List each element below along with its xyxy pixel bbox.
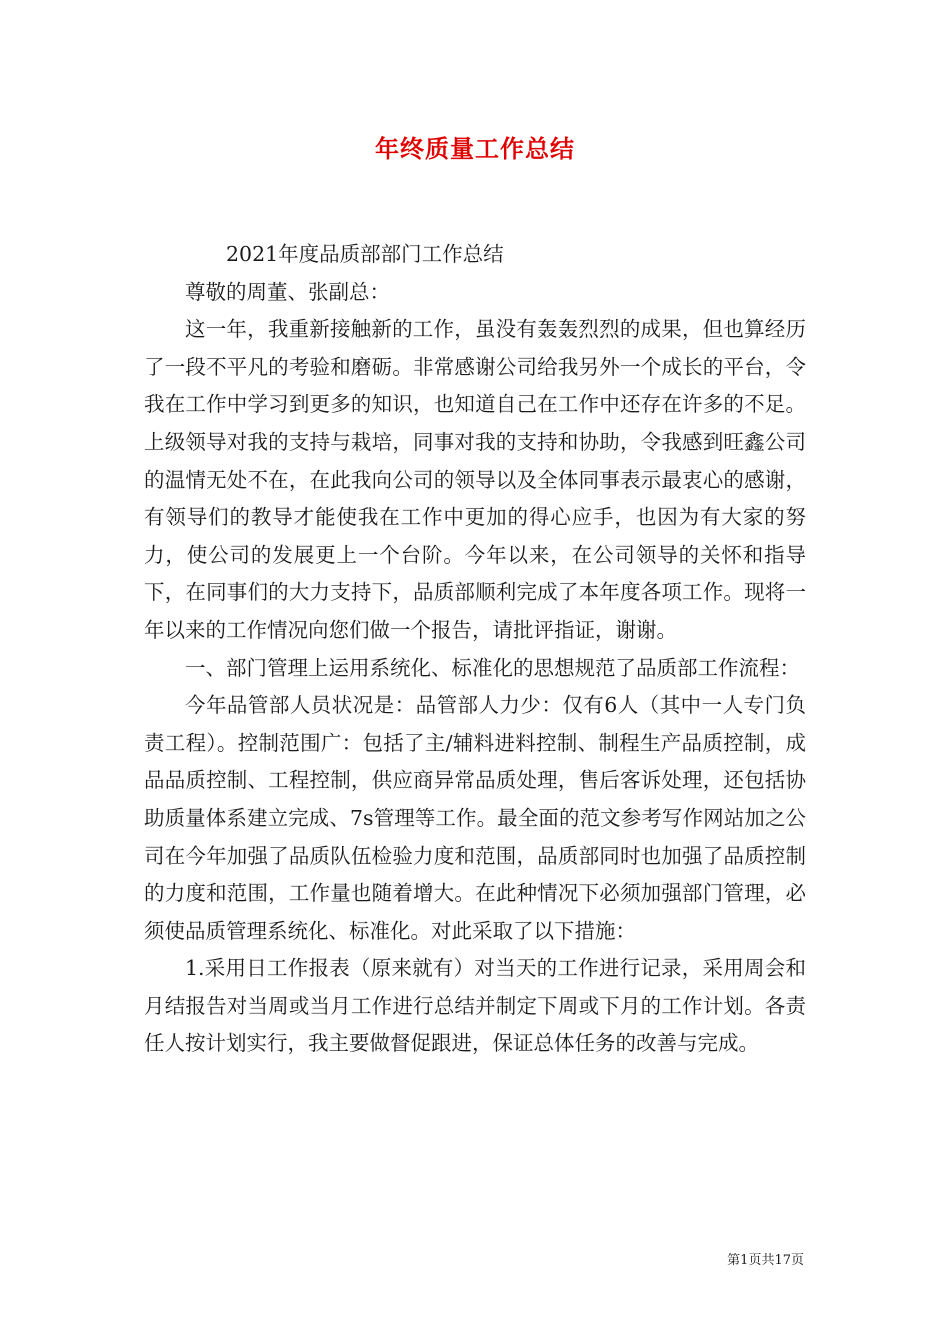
paragraph-staffing: 今年品管部人员状况是：品管部人力少：仅有6人（其中一人专门负责工程）。控制范围广：包括了主/辅料进料控制、制程生产品质控制，成品品质控制、工程控制，供应商异常品质处理，售后客诉处理，还包括协助质量体系建立完成、7s管理等工作。最全面的范文参考写作网站加之公司在今年加强了品质队伍检验力度和范围，品质部同时也加强了品质控制的力度和范围，工作量也随着增大。在此种情况下必须加强部门管理，必须使品质管理系统化、标准化。对此采取了以下措施： <box>144 693 806 943</box>
page-number: 第1页共17页 <box>727 1253 804 1268</box>
document-subtitle: 2021年度品质部部门工作总结 <box>226 242 504 266</box>
paragraph-measure-1: 1.采用日工作报表（原来就有）对当天的工作进行记录，采用周会和月结报告对当周或当月工作进行总结并制定下周或下月的工作计划。各责任人按计划实行，我主要做督促跟进，保证总体任务的改善与完成。 <box>144 956 806 1056</box>
document-title: 年终质量工作总结 <box>375 135 575 163</box>
section-heading-1: 一、部门管理上运用系统化、标准化的思想规范了品质部工作流程： <box>185 655 800 680</box>
salutation: 尊敬的周董、张副总： <box>185 279 390 304</box>
document-body <box>144 236 806 1063</box>
paragraph-intro: 这一年，我重新接触新的工作，虽没有轰轰烈烈的成果，但也算经历了一段不平凡的考验和磨砺。非常感谢公司给我另外一个成长的平台，令我在工作中学习到更多的知识，也知道自己在工作中还存在许多的不足。上级领导对我的支持与栽培，同事对我的支持和协助，令我感到旺鑫公司的温情无处不在，在此我向公司的领导以及全体同事表示最衷心的感谢，有领导们的教导才能使我在工作中更加的得心应手，也因为有大家的努力，使公司的发展更上一个台阶。今年以来，在公司领导的关怀和指导下，在同事们的大力支持下，品质部顺利完成了本年度各项工作。现将一年以来的工作情况向您们做一个报告，请批评指证，谢谢。 <box>144 317 806 642</box>
